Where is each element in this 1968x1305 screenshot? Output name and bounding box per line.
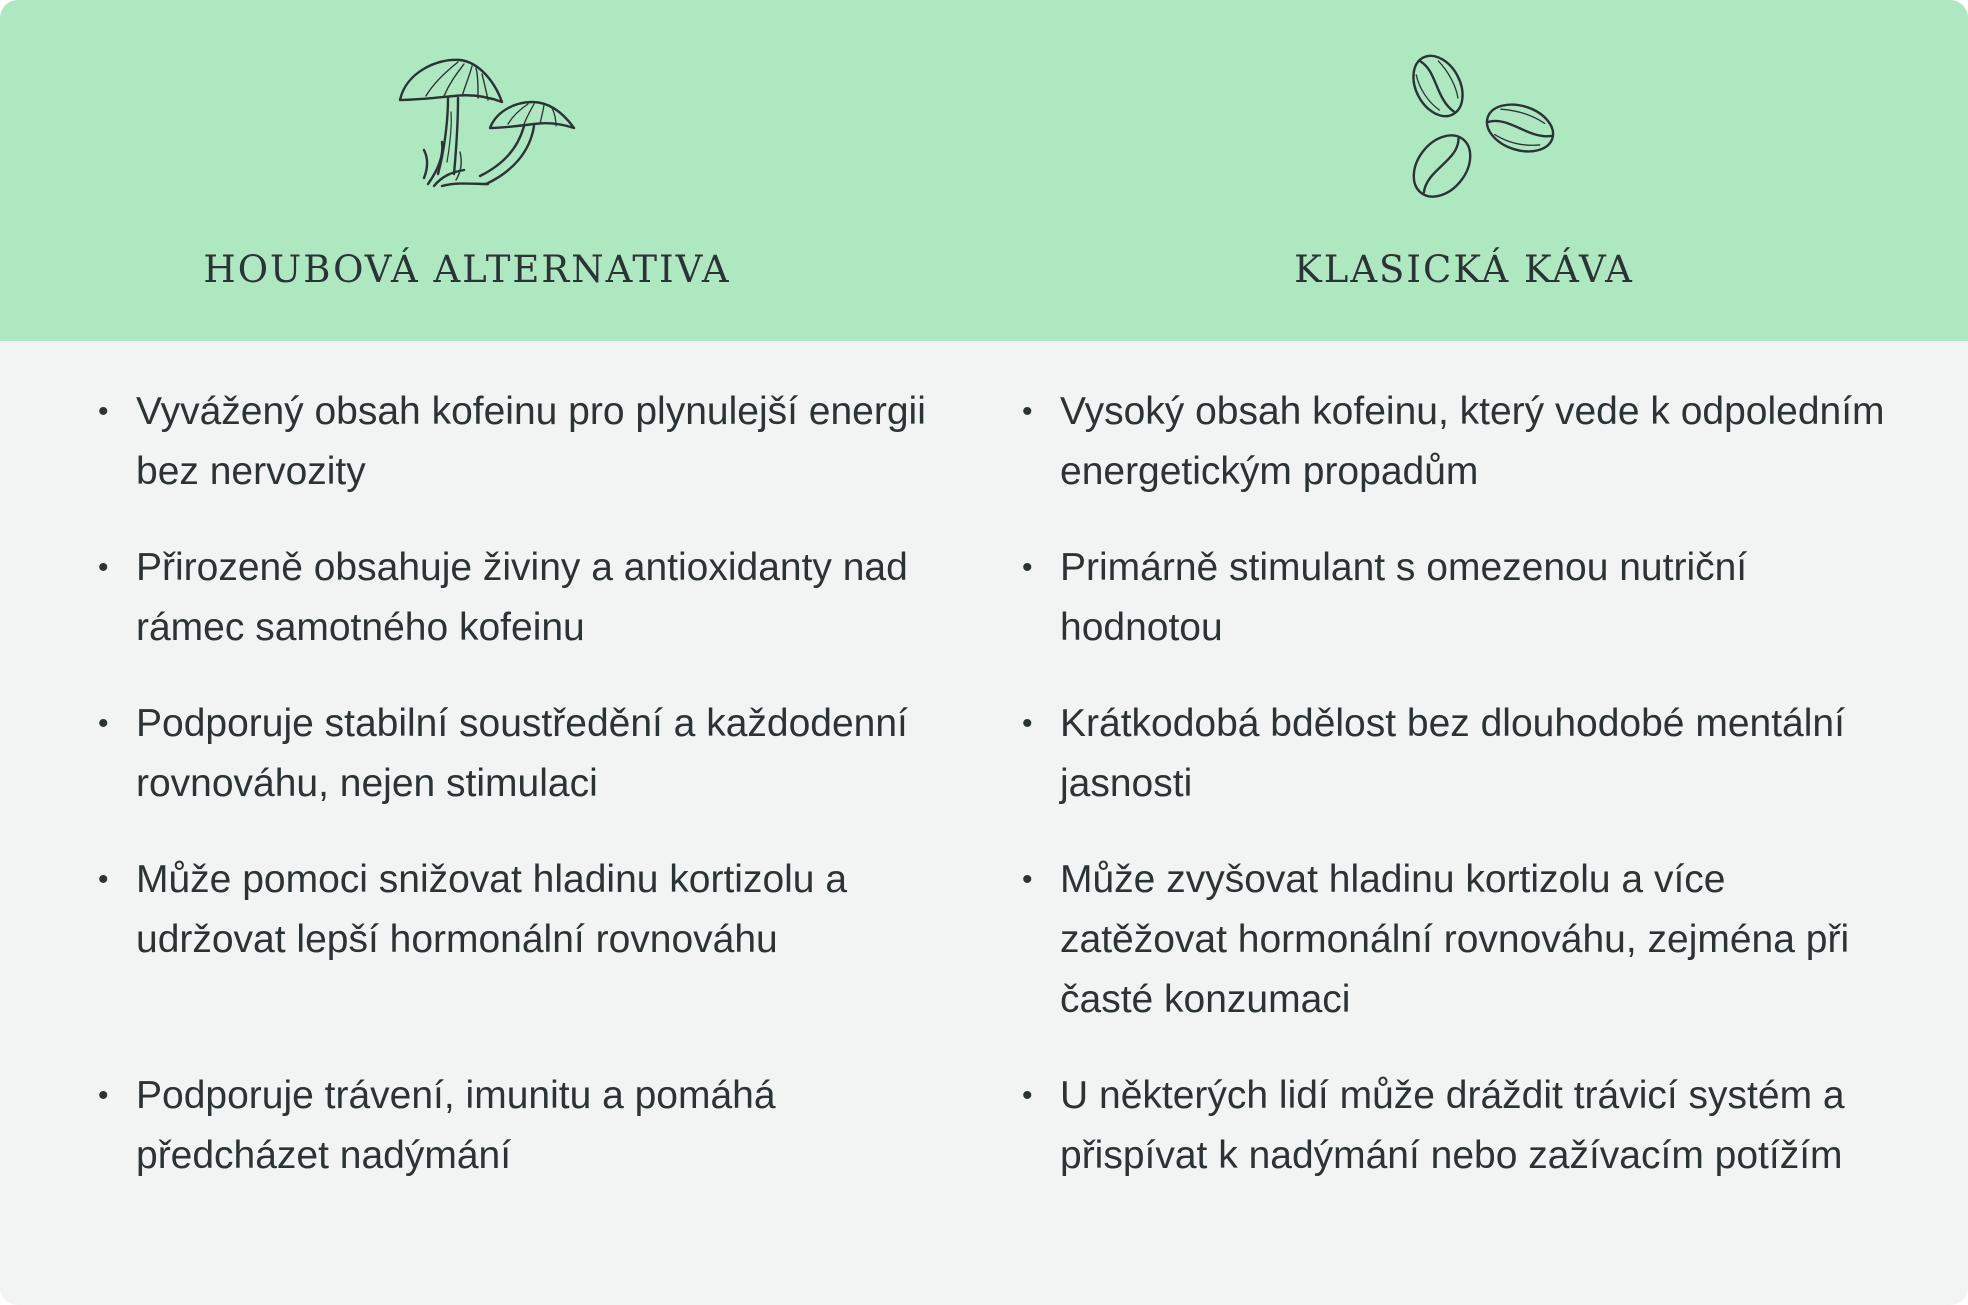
mushroom-icon [398,52,578,192]
list-item-text: Podporuje stabilní soustředění a každodenní rovnováhu, nejen stimulaci [136,702,908,805]
list-item [94,850,974,1066]
bullet: • [98,551,109,584]
list-item [94,538,974,694]
list-item [94,382,974,538]
list-item [1018,850,1898,1066]
column-header-mushroom [0,0,934,341]
bullet: • [1022,395,1033,428]
list-item-text: Může zvyšovat hladinu kortizolu a více zatěžovat hormonální rovnováhu, zejména při časté konzumaci [1060,858,1850,1021]
column-title-coffee: KLASICKÁ KÁVA [1294,248,1634,291]
list-item-text: U některých lidí může dráždit trávicí systém a přispívat k nadýmání nebo zažívacím potížím [1060,1074,1845,1177]
bullet: • [98,1079,109,1112]
list-item-text: Vysoký obsah kofeinu, který vede k odpoledním energetickým propadům [1060,390,1885,493]
list-item [1018,1066,1898,1282]
bullet: • [98,707,109,740]
coffee-drawbacks-list [1018,382,1898,1282]
bullet: • [98,863,109,896]
list-item-text: Primárně stimulant s omezenou nutriční hodnotou [1060,546,1748,649]
column-title-mushroom: HOUBOVÁ ALTERNATIVA [203,248,731,291]
list-item-text: Může pomoci snižovat hladinu kortizolu a udržovat lepší hormonální rovnováhu [136,858,848,961]
comparison-header [0,0,1968,341]
bullet: • [1022,707,1033,740]
list-item [1018,382,1898,538]
list-item-text: Vyvážený obsah kofeinu pro plynulejší energii bez nervozity [136,390,926,493]
list-item-text: Přirozeně obsahuje živiny a antioxidanty nad rámec samotného kofeinu [136,546,908,649]
mushroom-benefits-list [94,382,974,1222]
bullet: • [1022,1079,1033,1112]
bullet: • [1022,551,1033,584]
bullet: • [1022,863,1033,896]
list-item [1018,538,1898,694]
coffee-beans-icon [1398,46,1560,208]
column-header-coffee [984,0,1944,341]
list-item [1018,694,1898,850]
list-item-text: Podporuje trávení, imunitu a pomáhá předcházet nadýmání [136,1074,776,1177]
bullet: • [98,395,109,428]
list-item [94,694,974,850]
list-item [94,1066,974,1222]
list-item-text: Krátkodobá bdělost bez dlouhodobé mentální jasnosti [1060,702,1845,805]
